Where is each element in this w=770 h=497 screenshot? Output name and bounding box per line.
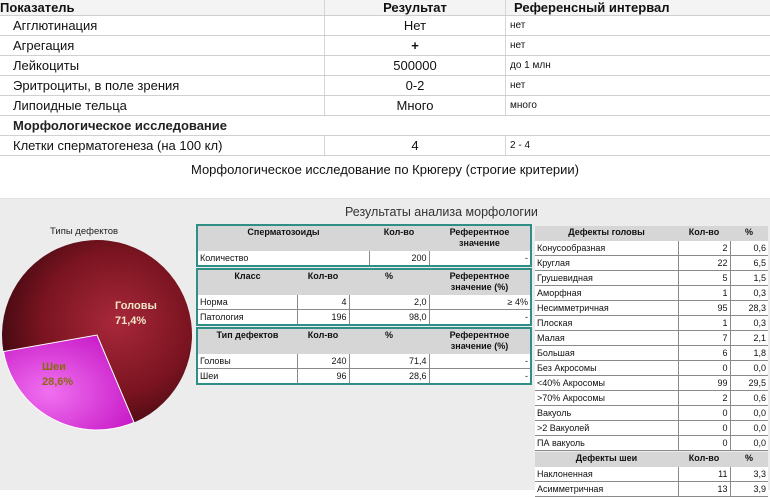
neck-defects-header-count: Кол-во	[678, 452, 730, 467]
row-pct: 28,6	[349, 369, 429, 385]
row-count: 1	[678, 286, 730, 301]
reference-cell: нет	[506, 16, 770, 36]
table-row	[197, 369, 531, 385]
row-label: Количество	[197, 251, 369, 266]
row-pct: 28,3	[730, 301, 768, 316]
reference-cell: нет	[506, 76, 770, 96]
defect-type-table	[196, 327, 532, 385]
table-row	[535, 346, 768, 361]
row-count: 0	[678, 361, 730, 376]
row-label: <40% Акросомы	[535, 376, 678, 391]
table-row	[535, 331, 768, 346]
indicator-cell: Клетки сперматогенеза (на 100 кл)	[0, 136, 325, 156]
row-count: 240	[297, 354, 349, 369]
reference-cell: 2 - 4	[506, 136, 770, 156]
table-row	[197, 251, 531, 266]
row-label: >70% Акросомы	[535, 391, 678, 406]
row-ref: -	[429, 354, 531, 369]
table-row	[535, 482, 768, 497]
report-title: Результаты анализа морфологии	[345, 205, 538, 219]
row-pct: 0,0	[730, 406, 768, 421]
sperm-header-ref: Референтное значение	[429, 225, 531, 251]
row-pct: 0,3	[730, 286, 768, 301]
table-row	[197, 295, 531, 310]
row-count: 2	[678, 391, 730, 406]
table-row	[0, 56, 770, 76]
row-count: 99	[678, 376, 730, 391]
row-count: 22	[678, 256, 730, 271]
result-cell: Нет	[325, 16, 506, 36]
row-count: 196	[297, 310, 349, 326]
table-row	[535, 391, 768, 406]
row-label: >2 Вакуолей	[535, 421, 678, 436]
row-count: 96	[297, 369, 349, 385]
defect-type-header-ref: Референтное значение (%)	[429, 328, 531, 354]
class-header-count: Кол-во	[297, 269, 349, 295]
row-label: Без Акросомы	[535, 361, 678, 376]
head-defects-header-pct: %	[730, 226, 768, 241]
row-label: Шеи	[197, 369, 297, 385]
table-row	[535, 421, 768, 436]
row-label: Малая	[535, 331, 678, 346]
row-label: Конусообразная	[535, 241, 678, 256]
row-count: 13	[678, 482, 730, 497]
reference-cell: много	[506, 96, 770, 116]
header-indicator: Показатель	[0, 0, 325, 16]
row-count: 7	[678, 331, 730, 346]
class-header-pct: %	[349, 269, 429, 295]
row-ref: ≥ 4%	[429, 295, 531, 310]
row-pct: 3,9	[730, 482, 768, 497]
neck-defects-header-name: Дефекты шеи	[535, 452, 678, 467]
row-count: 2	[678, 241, 730, 256]
row-ref: -	[429, 251, 531, 266]
row-count: 0	[678, 421, 730, 436]
row-count: 200	[369, 251, 429, 266]
table-row	[0, 76, 770, 96]
row-label: Асимметричная	[535, 482, 678, 497]
row-label: Наклоненная	[535, 467, 678, 482]
result-cell: +	[325, 36, 506, 56]
section-title: Морфологическое исследование	[0, 116, 325, 136]
section-row	[0, 116, 770, 136]
table-row	[0, 96, 770, 116]
result-cell: 500000	[325, 56, 506, 76]
defect-type-header-name: Тип дефектов	[197, 328, 297, 354]
neck-defects-table	[535, 452, 768, 497]
row-label: Грушевидная	[535, 271, 678, 286]
results-table	[0, 0, 770, 156]
row-label: Аморфная	[535, 286, 678, 301]
row-label: Круглая	[535, 256, 678, 271]
spermatozoa-table	[196, 224, 532, 267]
pie-label-necks-value: 28,6%	[42, 376, 73, 388]
table-row	[535, 436, 768, 451]
row-label: Головы	[197, 354, 297, 369]
table-row	[535, 406, 768, 421]
class-header-name: Класс	[197, 269, 297, 295]
table-row	[197, 354, 531, 369]
table-row	[197, 310, 531, 326]
header-result: Результат	[325, 0, 506, 16]
table-row	[535, 241, 768, 256]
kruger-caption: Морфологическое исследование по Крюгеру (строгие критерии)	[0, 162, 770, 177]
row-count: 5	[678, 271, 730, 286]
class-table	[196, 268, 532, 326]
sperm-header-name: Сперматозоиды	[197, 225, 369, 251]
result-cell: Много	[325, 96, 506, 116]
table-row	[0, 16, 770, 36]
row-pct: 6,5	[730, 256, 768, 271]
table-row	[535, 376, 768, 391]
indicator-cell: Агрегация	[0, 36, 325, 56]
reference-cell: нет	[506, 36, 770, 56]
defect-types-pie-chart	[0, 237, 195, 437]
defect-type-header-pct: %	[349, 328, 429, 354]
row-pct: 0,6	[730, 391, 768, 406]
row-pct: 71,4	[349, 354, 429, 369]
reference-cell: до 1 млн	[506, 56, 770, 76]
indicator-cell: Лейкоциты	[0, 56, 325, 76]
row-label: Большая	[535, 346, 678, 361]
row-label: Несимметричная	[535, 301, 678, 316]
row-label: Вакуоль	[535, 406, 678, 421]
row-pct: 2,0	[349, 295, 429, 310]
table-row	[0, 36, 770, 56]
indicator-cell: Эритроциты, в поле зрения	[0, 76, 325, 96]
table-row	[535, 301, 768, 316]
table-row	[535, 286, 768, 301]
row-ref: -	[429, 369, 531, 385]
row-pct: 1,8	[730, 346, 768, 361]
row-label: Плоская	[535, 316, 678, 331]
table-row	[535, 316, 768, 331]
pie-label-heads-value: 71,4%	[115, 315, 146, 327]
pie-title: Типы дефектов	[50, 226, 118, 237]
head-defects-header-name: Дефекты головы	[535, 226, 678, 241]
row-pct: 29,5	[730, 376, 768, 391]
indicator-cell: Агглютинация	[0, 16, 325, 36]
header-reference: Референсный интервал	[506, 0, 770, 16]
row-pct: 0,0	[730, 436, 768, 451]
row-label: Патология	[197, 310, 297, 326]
row-count: 6	[678, 346, 730, 361]
row-pct: 2,1	[730, 331, 768, 346]
result-cell: 4	[325, 136, 506, 156]
row-label: ПА вакуоль	[535, 436, 678, 451]
result-cell: 0-2	[325, 76, 506, 96]
row-count: 0	[678, 406, 730, 421]
row-pct: 98,0	[349, 310, 429, 326]
head-defects-table	[535, 226, 768, 451]
table-row	[535, 361, 768, 376]
pie-label-necks-name: Шеи	[42, 361, 66, 373]
row-count: 1	[678, 316, 730, 331]
row-ref: -	[429, 310, 531, 326]
table-row	[535, 271, 768, 286]
head-defects-header-count: Кол-во	[678, 226, 730, 241]
table-row	[535, 256, 768, 271]
table-row	[535, 467, 768, 482]
row-pct: 0,0	[730, 421, 768, 436]
row-pct: 0,3	[730, 316, 768, 331]
sperm-header-count: Кол-во	[369, 225, 429, 251]
neck-defects-header-pct: %	[730, 452, 768, 467]
row-count: 0	[678, 436, 730, 451]
row-label: Норма	[197, 295, 297, 310]
table-row	[0, 136, 770, 156]
class-header-ref: Референтное значение (%)	[429, 269, 531, 295]
row-pct: 1,5	[730, 271, 768, 286]
row-pct: 0,6	[730, 241, 768, 256]
defect-type-header-count: Кол-во	[297, 328, 349, 354]
indicator-cell: Липоидные тельца	[0, 96, 325, 116]
row-pct: 0,0	[730, 361, 768, 376]
row-pct: 3,3	[730, 467, 768, 482]
pie-label-heads-name: Головы	[115, 300, 157, 312]
row-count: 95	[678, 301, 730, 316]
row-count: 4	[297, 295, 349, 310]
row-count: 11	[678, 467, 730, 482]
morphology-report	[0, 198, 770, 490]
